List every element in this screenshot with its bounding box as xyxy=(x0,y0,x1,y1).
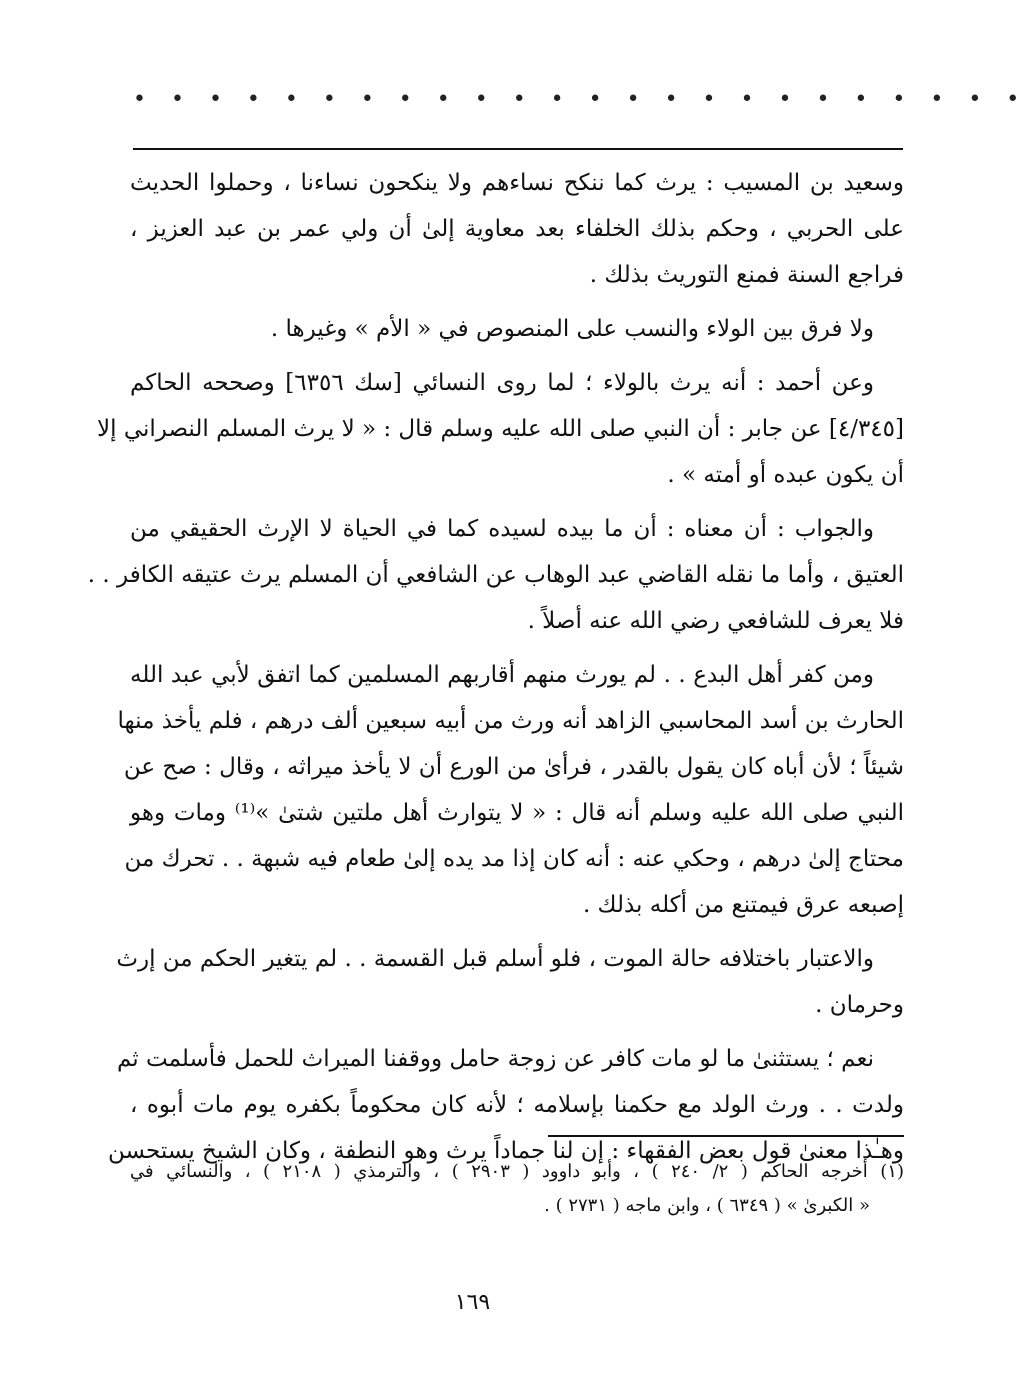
text-line: إصبعه عرق فيمتنع من أكله بذلك . xyxy=(582,892,904,918)
text-line: ومن كفر أهل البدع . . لم يورث منهم أقاربهم المسلمين كما اتفق لأبي عبد الله xyxy=(130,662,874,688)
text-line: والاعتبار باختلافه حالة الموت ، فلو أسلم قبل القسمة . . لم يتغير الحكم من إرث xyxy=(116,946,874,972)
text-line: أن يكون عبده أو أمته » . xyxy=(667,462,904,488)
paragraph xyxy=(87,506,904,644)
footnotes xyxy=(130,1155,904,1223)
footnote-line: (١) أخرجه الحاكم ( ٢/ ٢٤٠ ) ، وأبو داوود ( ٢٩٠٣ ) ، والترمذي ( ٢١٠٨ ) ، والنسائي في xyxy=(130,1161,904,1182)
footnote xyxy=(130,1155,904,1223)
text-line: محتاج إلىٰ درهم ، وحكي عنه : أنه كان إذا مد يده إلىٰ طعام فيه شبهة . . تحرك من xyxy=(124,846,904,872)
text-line: العتيق ، وأما ما نقله القاضي عبد الوهاب عن الشافعي أن المسلم يرث عتيقه الكافر . . xyxy=(87,562,904,588)
paragraph xyxy=(97,360,904,498)
text-line: وهـٰذا معنىٰ قول بعض الفقهاء : إن لنا جماداً يرث وهو النطفة ، وكان الشيخ يستحسن xyxy=(108,1138,904,1164)
text-line: والجواب : أن معناه : أن ما بيده لسيده كما في الحياة لا الإرث الحقيقي من xyxy=(130,516,874,542)
text-line: على الحربي ، وحكم بذلك الخلفاء بعد معاوية إلىٰ أن ولي عمر بن عبد العزيز ، xyxy=(130,216,904,242)
text-line: وعن أحمد : أنه يرث بالولاء ؛ لما روى النسائي [سك ٦٣٥٦] وصححه الحاكم xyxy=(130,370,874,396)
text-line: الحارث بن أسد المحاسبي الزاهد أنه ورث من أبيه سبعين ألف درهم ، فلم يأخذ منها xyxy=(117,708,904,734)
page-number: ١٦٩ xyxy=(454,1290,491,1315)
text-line: ولدت . . ورث الولد مع حكمنا بإسلامه ؛ لأنه كان محكوماً بكفره يوم مات أبوه ، xyxy=(130,1092,904,1118)
text-line: شيئاً ؛ لأن أباه كان يقول بالقدر ، فرأىٰ من الورع أن لا يأخذ ميراثه ، وقال : صح عن xyxy=(123,754,904,780)
paragraph xyxy=(117,652,904,928)
text-line: وحرمان . xyxy=(815,992,904,1018)
paragraph xyxy=(130,306,904,352)
text-line: نعم ؛ يستثنىٰ ما لو مات كافر عن زوجة حامل ووقفنا الميراث للحمل فأسلمت ثم xyxy=(116,1046,874,1072)
paragraph xyxy=(108,1036,904,1174)
text-line: النبي صلى الله عليه وسلم أنه قال : « لا يتوارث أهل ملتين شتىٰ »⁽¹⁾ ومات وهو xyxy=(130,800,904,826)
header-rule xyxy=(133,148,903,150)
main-text xyxy=(87,160,904,1182)
paragraph xyxy=(116,936,904,1028)
footnote-line: « الكبرىٰ » ( ٦٣٤٩ ) ، وابن ماجه ( ٢٧٣١ ) . xyxy=(544,1195,870,1216)
text-line: ولا فرق بين الولاء والنسب على المنصوص في « الأم » وغيرها . xyxy=(270,316,874,342)
text-line: [٤/٣٤٥] عن جابر : أن النبي صلى الله عليه وسلم قال : « لا يرث المسلم النصراني إلا xyxy=(97,416,904,442)
text-line: وسعيد بن المسيب : يرث كما ننكح نساءهم ولا ينكحون نساءنا ، وحملوا الحديث xyxy=(130,170,904,196)
text-line: فراجع السنة فمنع التوريث بذلك . xyxy=(589,262,904,288)
paragraph xyxy=(130,160,904,298)
header-dotted-rule: • • • • • • • • • • • • • • • • • • • • • • • • xyxy=(133,87,1028,112)
text-line: فلا يعرف للشافعي رضي الله عنه أصلاً . xyxy=(527,608,904,634)
footnote-separator xyxy=(548,1135,904,1137)
